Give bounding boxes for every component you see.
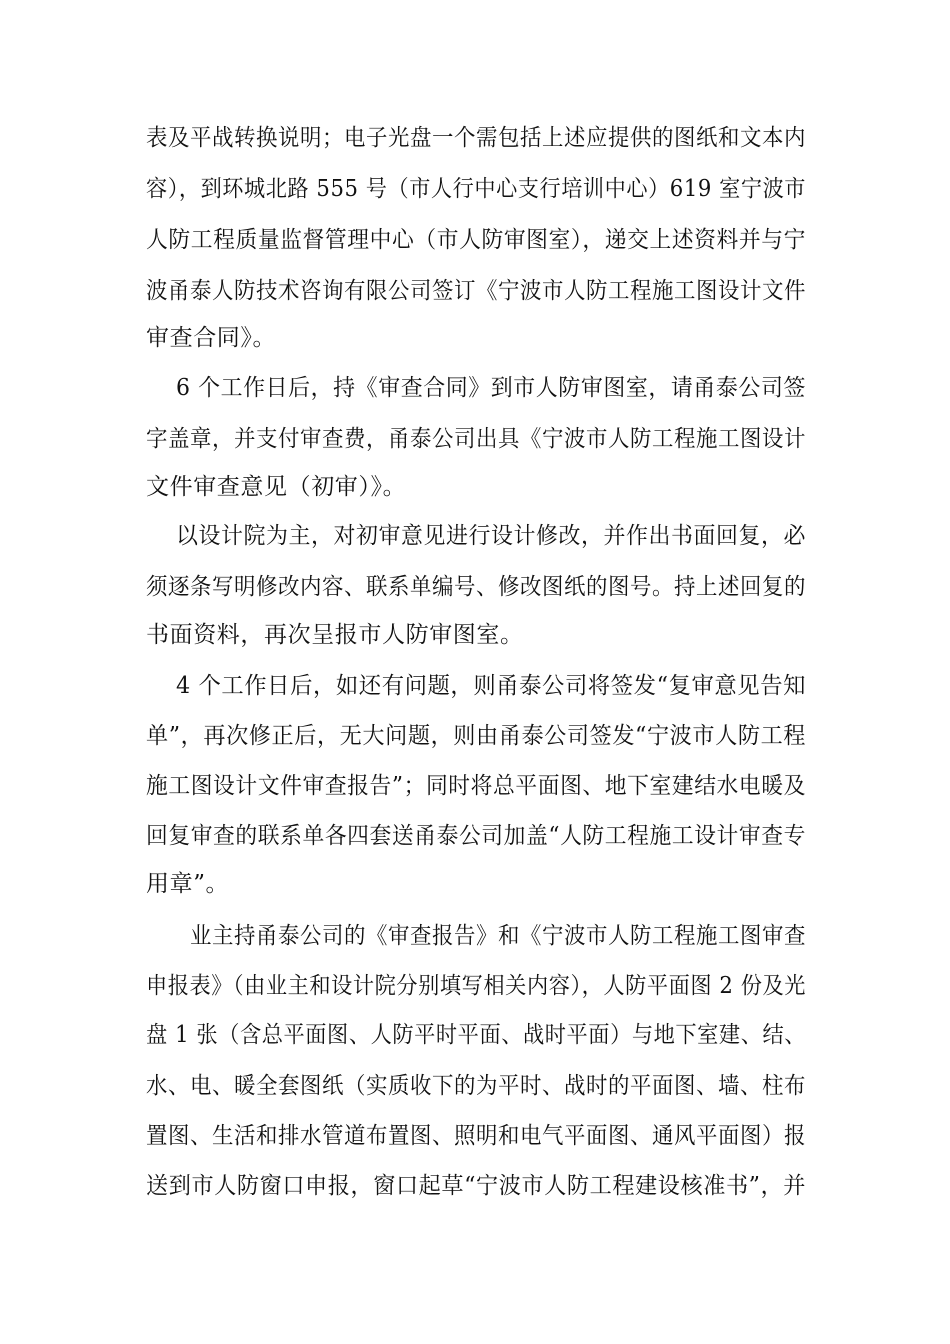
text-line: 以设计院为主，对初审意见进行设计修改，并作出书面回复，必 bbox=[176, 523, 807, 549]
text-line: 单”，再次修正后，无大问题，则由甬泰公司签发“宁波市人防工程 bbox=[146, 723, 807, 749]
text-line: 字盖章，并支付审查费，甬泰公司出具《宁波市人防工程施工图设计 bbox=[146, 426, 806, 452]
text-line: 业主持甬泰公司的《审查报告》和《宁波市人防工程施工图审查 bbox=[190, 923, 807, 949]
text-line: 书面资料，再次呈报市人防审图室。 bbox=[146, 622, 524, 648]
text-line: 送到市人防窗口申报，窗口起草“宁波市人防工程建设核准书”，并 bbox=[146, 1173, 807, 1199]
text-line: 表及平战转换说明；电子光盘一个需包括上述应提供的图纸和文本内 bbox=[146, 125, 806, 151]
text-line: 水、电、暖全套图纸（实质收下的为平时、战时的平面图、墙、柱布 bbox=[146, 1073, 806, 1099]
text-line: 文件审查意见（初审）》。 bbox=[146, 474, 407, 500]
text-line: 施工图设计文件审查报告”；同时将总平面图、地下室建结水电暖及 bbox=[146, 773, 806, 799]
text-line: 回复审查的联系单各四套送甬泰公司加盖“人防工程施工设计审查专 bbox=[146, 823, 806, 849]
text-line: 置图、生活和排水管道布置图、照明和电气平面图、通风平面图）报 bbox=[146, 1123, 806, 1149]
text-line: 容），到环城北路 555 号（市人行中心支行培训中心）619 室宁波市 bbox=[146, 176, 806, 202]
text-line: 人防工程质量监督管理中心（市人防审图室），递交上述资料并与宁 bbox=[146, 227, 807, 253]
text-line: 审查合同》。 bbox=[146, 325, 277, 351]
text-line: 6 个工作日后，持《审查合同》到市人防审图室，请甬泰公司签 bbox=[176, 375, 806, 401]
text-line: 用章”。 bbox=[146, 871, 230, 897]
text-line: 盘 1 张（含总平面图、人防平时平面、战时平面）与地下室建、结、 bbox=[146, 1022, 807, 1048]
text-line: 4 个工作日后，如还有问题，则甬泰公司将签发“复审意见告知 bbox=[176, 673, 807, 699]
text-line: 须逐条写明修改内容、联系单编号、修改图纸的图号。持上述回复的 bbox=[146, 574, 806, 600]
text-line: 波甬泰人防技术咨询有限公司签订《宁波市人防工程施工图设计文件 bbox=[146, 278, 806, 304]
text-line: 申报表》（由业主和设计院分别填写相关内容），人防平面图 2 份及光 bbox=[146, 973, 806, 999]
